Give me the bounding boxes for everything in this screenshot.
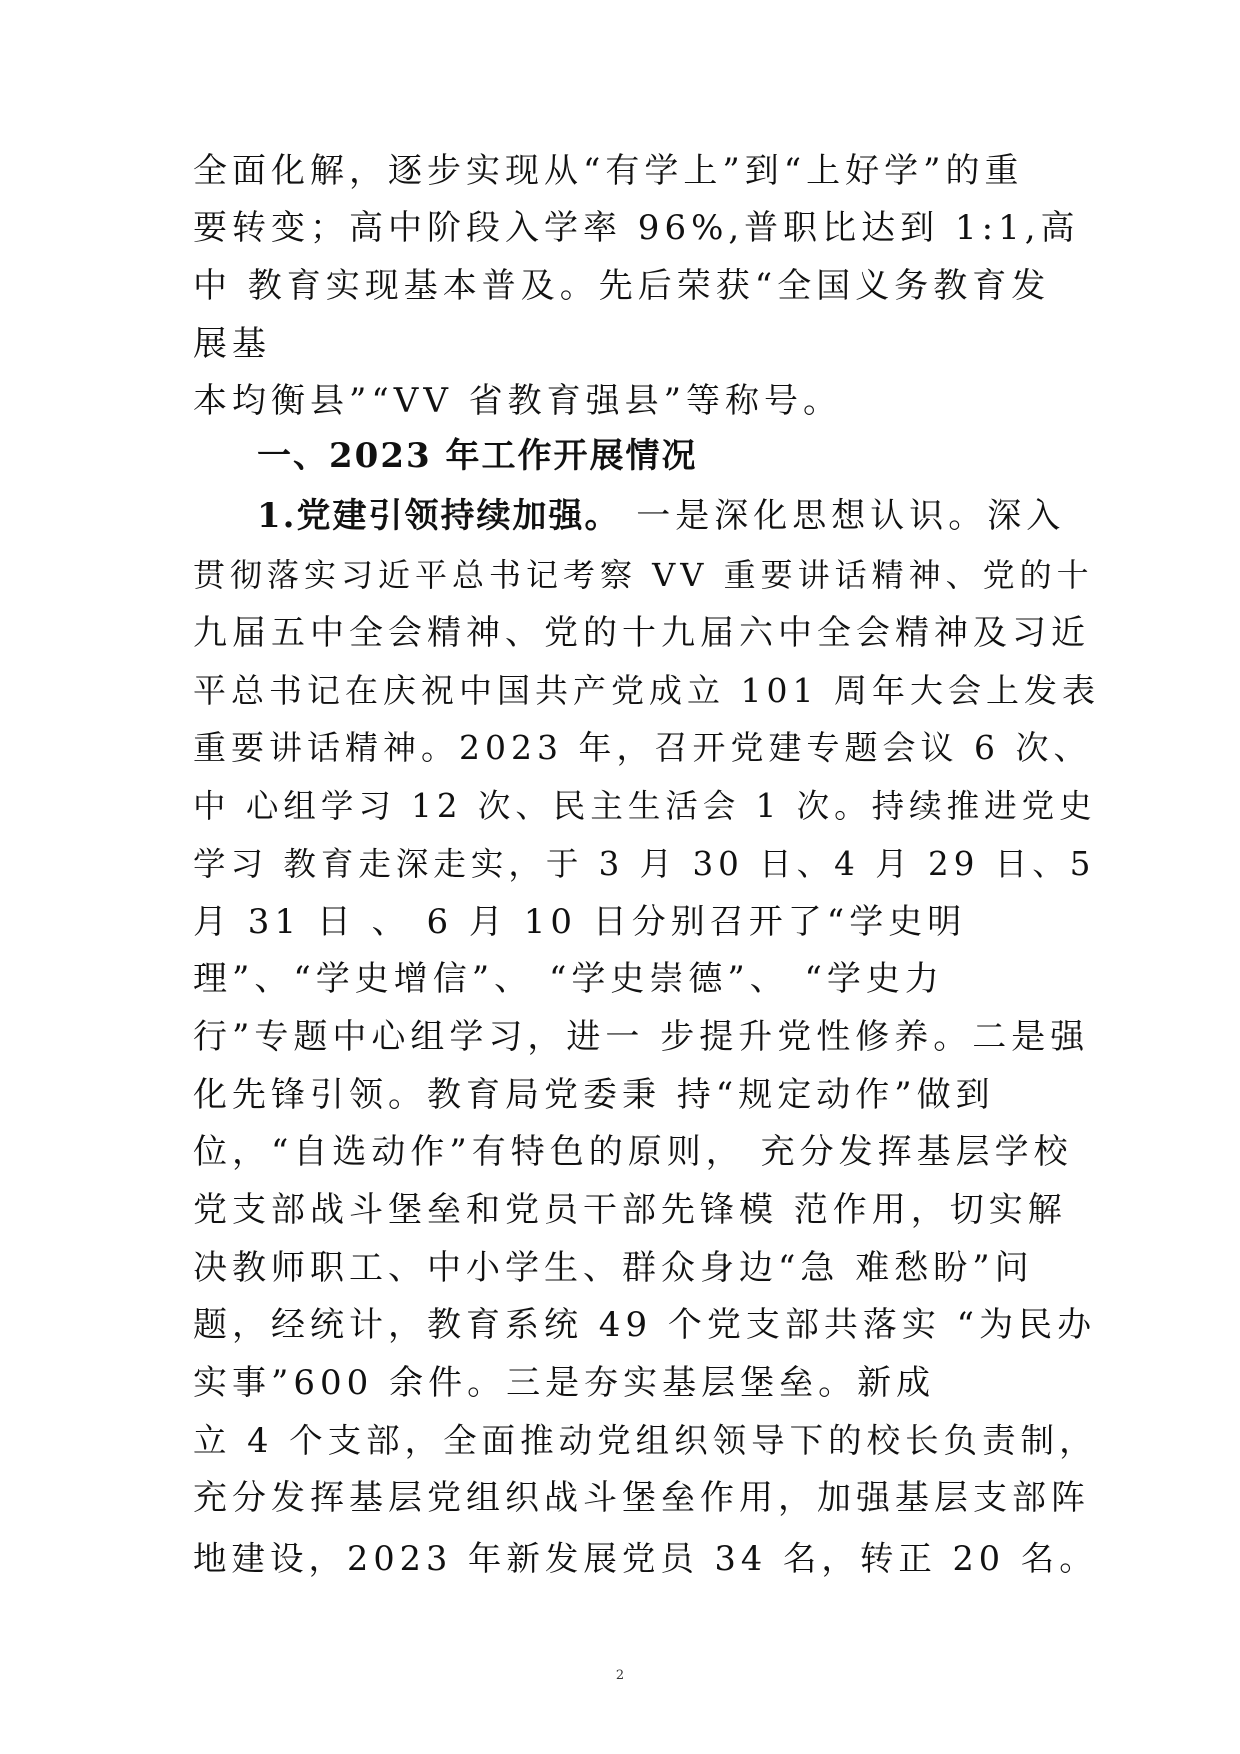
paragraph-line: 决教师职工、中小学生、群众身边“急 难愁盼”问 [193, 1248, 1034, 1288]
paragraph-text: 一是深化思想认识。深入 [620, 496, 1066, 536]
paragraph-line: 本均衡县”“VV 省教育强县”等称号。 [193, 381, 843, 421]
paragraph-line: 地建设，2023 年新发展党员 34 名，转正 20 名。 [193, 1539, 1098, 1578]
paragraph-line: 理”、“学史增信”、 “学史崇德”、 “学史力 [193, 959, 944, 999]
paragraph-line: 贯彻落实习近平总书记考察 VV 重要讲话精神、党的十 [193, 556, 1094, 594]
paragraph-line: 化先锋引领。教育局党委秉 持“规定动作”做到 [193, 1075, 995, 1115]
paragraph-line: 位，“自选动作”有特色的原则， 充分发挥基层学校 [193, 1132, 1073, 1172]
paragraph-line: 中 心组学习 12 次、民主生活会 1 次。持续推进党史 [193, 787, 1097, 825]
paragraph-line: 充分发挥基层党组织战斗堡垒作用，加强基层支部阵 [193, 1478, 1090, 1518]
paragraph-line: 中 教育实现基本普及。先后荣获“全国义务教育发 [193, 266, 1051, 306]
paragraph-line [257, 494, 1065, 538]
paragraph-line: 党支部战斗堡垒和党员干部先锋模 范作用，切实解 [193, 1190, 1067, 1230]
paragraph-line: 重要讲话精神。2023 年，召开党建专题会议 6 次、 [193, 728, 1092, 767]
paragraph-line: 学习 教育走深走实，于 3 月 30 日、4 月 29 日、5 [193, 845, 1096, 883]
section-heading: 一、2023 年工作开展情况 [257, 436, 698, 476]
paragraph-line: 月 31 日 、 6 月 10 日分别召开了“学史明 [193, 902, 967, 942]
subsection-heading: 1.党建引领持续加强。 [257, 496, 621, 536]
paragraph-line: 题，经统计，教育系统 49 个党支部共落实 “为民办 [193, 1305, 1097, 1345]
page-number: 2 [615, 1668, 625, 1683]
paragraph-line: 展基 [193, 324, 271, 364]
paragraph-line: 九届五中全会精神、党的十九届六中全会精神及习近 [193, 613, 1090, 653]
paragraph-line: 要转变；高中阶段入学率 96%,普职比达到 1:1,高 [193, 208, 1080, 248]
paragraph-line: 全面化解，逐步实现从“有学上”到“上好学”的重 [193, 151, 1024, 191]
paragraph-line: 实事”600 余件。三是夯实基层堡垒。新成 [193, 1363, 936, 1403]
paragraph-line: 行”专题中心组学习，进一 步提升党性修养。二是强 [193, 1017, 1090, 1057]
paragraph-line: 平总书记在庆祝中国共产党成立 101 周年大会上发表 [193, 671, 1100, 710]
paragraph-line: 立 4 个支部，全面推动党组织领导下的校长负责制， [193, 1421, 1098, 1460]
